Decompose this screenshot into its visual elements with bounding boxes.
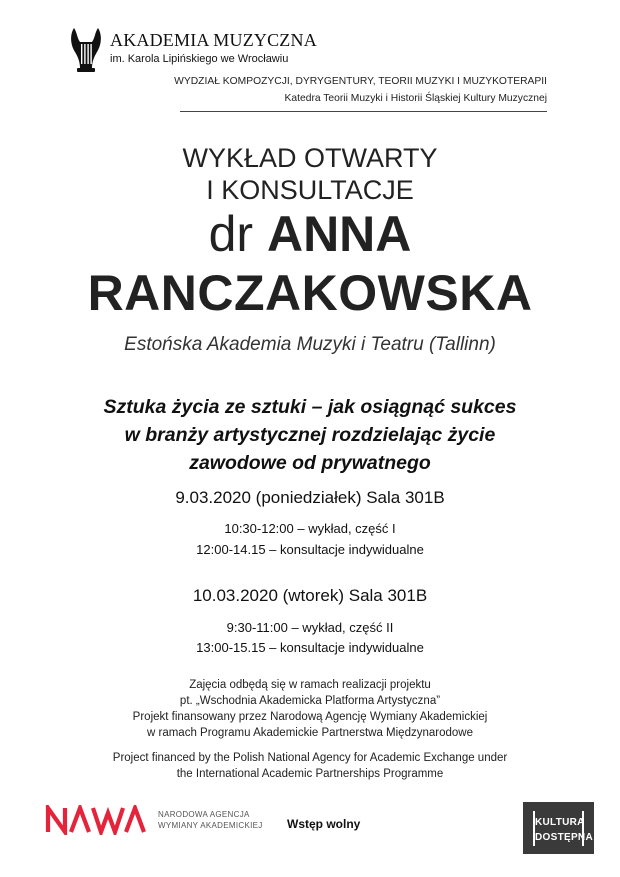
nawa-text: WYMIANY AKADEMICKIEJ	[158, 821, 263, 830]
session-item: 13:00-15.15 – konsultacje indywidualne	[196, 640, 424, 655]
lecture-topic-line1: Sztuka życia ze sztuki – jak osiągnąć sukces	[103, 396, 517, 418]
nawa-logo	[45, 805, 150, 835]
kultura-text: DOSTĘPNA	[535, 832, 593, 843]
institution-subtitle: im. Karola Lipińskiego we Wrocławiu	[110, 53, 289, 65]
project-info-line: Zajęcia odbędą się w ramach realizacji projektu	[189, 679, 431, 691]
kultura-frame	[533, 811, 593, 846]
session-item: 12:00-14.15 – konsultacje indywidualne	[196, 542, 424, 557]
nawa-text: NARODOWA AGENCJA	[158, 810, 250, 819]
project-info-line: Projekt finansowany przez Narodową Agencję Wymiany Akademickiej	[132, 711, 488, 723]
session-item: 9:30-11:00 – wykład, część II	[226, 620, 394, 635]
project-info-en-line: the International Academic Partnerships Programme	[176, 768, 444, 780]
project-info-en-line: Project financed by the Polish National Agency for Academic Exchange under	[112, 752, 508, 764]
project-info-line: w ramach Programu Akademickie Partnerstwa Międzynarodowe	[147, 727, 473, 739]
speaker-first-name: ANNA	[266, 206, 412, 262]
lyre-icon	[68, 24, 104, 74]
event-title-line1: WYKŁAD OTWARTY	[182, 143, 438, 173]
header-divider	[180, 111, 547, 112]
lecture-topic-line2: w branży artystycznej rozdzielając życie	[124, 424, 496, 446]
kultura-dostepna-logo	[523, 802, 594, 854]
department-name: Katedra Teorii Muzyki i Historii Śląskiej Kultury Muzycznej	[284, 93, 547, 104]
session-item: 10:30-12:00 – wykład, część I	[224, 521, 396, 536]
speaker-title: dr	[208, 206, 254, 262]
faculty-name: WYDZIAŁ KOMPOZYCJI, DYRYGENTURY, TEORII MUZYKI I MUZYKOTERAPII	[174, 76, 547, 87]
session-date: 9.03.2020 (poniedziałek) Sala 301B	[175, 488, 445, 507]
event-title-line2: I KONSULTACJE	[206, 175, 414, 205]
institution-name: AKADEMIA MUZYCZNA	[110, 30, 317, 50]
speaker-name-line1	[0, 207, 620, 262]
kultura-text: KULTURA	[535, 817, 585, 828]
speaker-affiliation: Estońska Akademia Muzyki i Teatru (Tallinn)	[124, 334, 496, 355]
free-entry-label: Wstęp wolny	[287, 817, 361, 831]
project-info-line: pt. „Wschodnia Akademicka Platforma Artystyczna”	[179, 695, 441, 707]
session-date: 10.03.2020 (wtorek) Sala 301B	[192, 586, 428, 605]
lecture-topic-line3: zawodowe od prywatnego	[189, 452, 431, 474]
speaker-last-name: RANCZAKOWSKA	[87, 265, 533, 321]
